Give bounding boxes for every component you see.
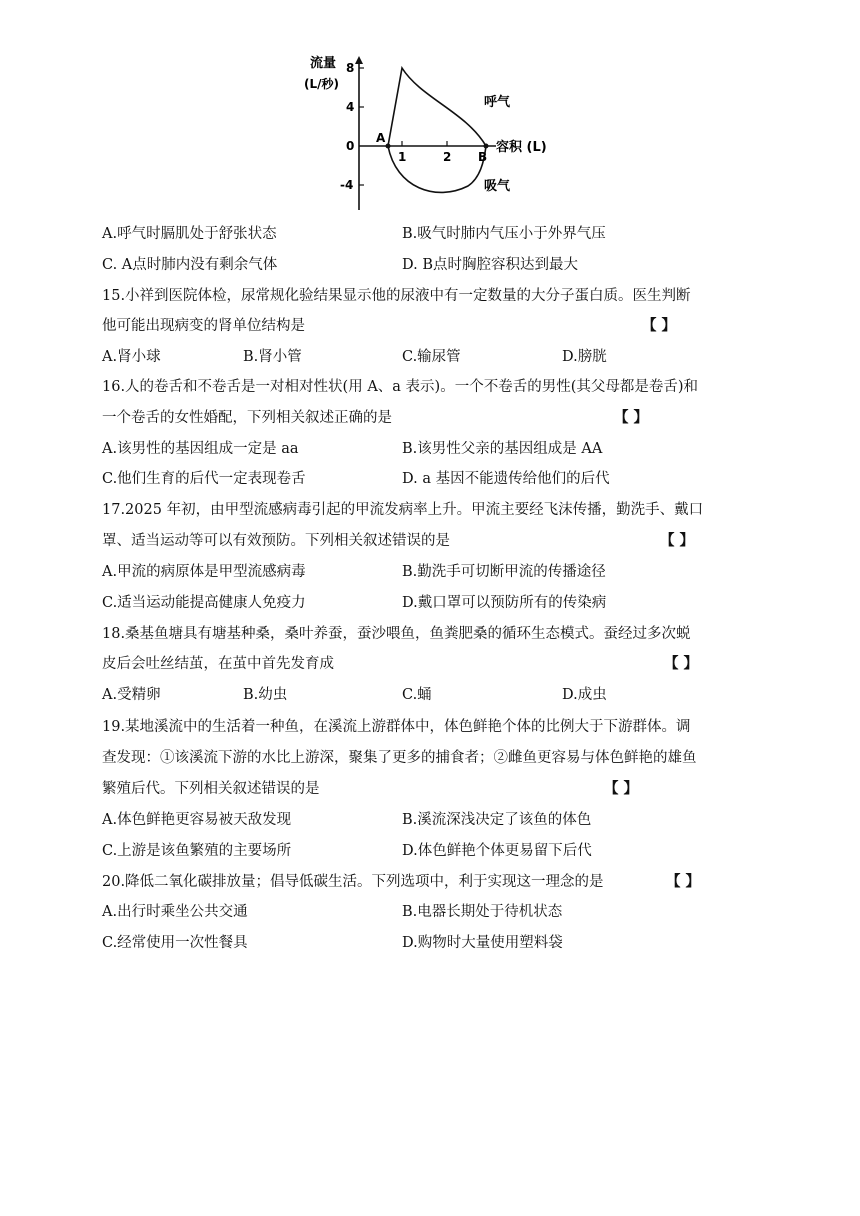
q20-option-a: A.出行时乘坐公共交通 [102,904,248,920]
q15-stem-line1: 15.小祥到医院体检，尿常规化验结果显示他的尿液中有一定数量的大分子蛋白质。医生判断 [102,288,691,304]
q17-stem-line2: 罩、适当运动等可以有效预防。下列相关叙述错误的是 [102,533,450,549]
y-label-line2: (L/秒) [304,77,339,91]
q15-stem-line2: 他可能出现病变的肾单位结构是 [102,318,305,334]
q16-answer-bracket: 【 】 [614,409,649,426]
q19-stem-line1: 19.某地溪流中的生活着一种鱼，在溪流上游群体中，体色鲜艳个体的比例大于下游群体。调 [102,719,691,735]
q17-stem-line1: 17.2025 年初，由甲型流感病毒引起的甲流发病率上升。甲流主要经飞沫传播，勤洗手、戴口 [102,502,704,518]
exhale-curve [388,68,486,146]
q20-stem-line1: 20.降低二氧化碳排放量；倡导低碳生活。下列选项中，利于实现这一理念的是 [102,874,604,890]
point-b-dot [484,144,489,149]
y-axis-arrow [355,56,363,64]
y-label-line1: 流量 [310,56,337,71]
q15-option-d: D.膀胱 [562,349,607,365]
q18-stem-line2: 皮后会吐丝结茧，在茧中首先发育成 [102,656,334,672]
y-tick-label-neg4: -4 [340,178,354,192]
q18-option-c: C.蛹 [402,687,432,703]
q18-option-b: B.幼虫 [243,687,288,703]
q16-option-d: D. a 基因不能遗传给他们的后代 [402,471,610,487]
q17-option-a: A.甲流的病原体是甲型流感病毒 [102,564,306,580]
flow-volume-graph [296,50,606,215]
q16-option-c: C.他们生育的后代一定表现卷舌 [102,471,306,487]
y-tick-label-8: 8 [346,61,355,75]
q15-option-a: A.肾小球 [102,349,161,365]
y-tick-label-0: 0 [346,139,355,153]
x-tick-label-2: 2 [443,150,452,164]
q16-option-b: B.该男性父亲的基因组成是 AA [402,441,603,457]
q18-option-d: D.成虫 [562,687,607,703]
q20-option-b: B.电器长期处于待机状态 [402,904,563,920]
q14-option-b: B.吸气时肺内气压小于外界气压 [402,226,606,242]
q17-option-d: D.戴口罩可以预防所有的传染病 [402,595,607,611]
q15-option-b: B.肾小管 [243,349,302,365]
flow-volume-figure [296,50,606,215]
q20-option-c: C.经常使用一次性餐具 [102,935,248,951]
inhale-label: 吸气 [484,179,511,194]
y-tick-label-4: 4 [346,100,355,114]
q16-stem-line1: 16.人的卷舌和不卷舌是一对相对性状(用 A、a 表示)。一个不卷舌的男性(其父母都是卷舌)和 [102,379,699,395]
point-b-label: B [478,150,488,164]
q15-answer-bracket: 【 】 [642,317,677,334]
q19-option-a: A.体色鲜艳更容易被天敌发现 [102,812,292,828]
q19-stem-line3: 繁殖后代。下列相关叙述错误的是 [102,781,320,797]
q17-option-c: C.适当运动能提高健康人免疫力 [102,595,306,611]
q14-option-c: C. A点时肺内没有剩余气体 [102,257,278,273]
q19-option-c: C.上游是该鱼繁殖的主要场所 [102,843,292,859]
q20-option-d: D.购物时大量使用塑料袋 [402,935,563,951]
q17-answer-bracket: 【 】 [660,532,695,549]
x-tick-label-1: 1 [398,150,407,164]
q19-option-b: B.溪流深浅决定了该鱼的体色 [402,812,592,828]
q16-stem-line2: 一个卷舌的女性婚配，下列相关叙述正确的是 [102,410,392,426]
q14-option-a: A.呼气时膈肌处于舒张状态 [102,226,277,242]
q16-option-a: A.该男性的基因组成一定是 aa [102,441,299,457]
point-a-label: A [376,131,386,145]
q18-answer-bracket: 【 】 [664,655,699,672]
q18-option-a: A.受精卵 [102,687,161,703]
q19-option-d: D.体色鲜艳个体更易留下后代 [402,843,592,859]
q20-answer-bracket: 【 】 [666,873,701,890]
q19-answer-bracket: 【 】 [604,780,639,797]
q15-option-c: C.输尿管 [402,349,461,365]
point-a-dot [386,144,391,149]
q19-stem-line2: 查发现：①该溪流下游的水比上游深，聚集了更多的捕食者；②雌鱼更容易与体色鲜艳的雄鱼 [102,750,697,766]
q17-option-b: B.勤洗手可切断甲流的传播途径 [402,564,606,580]
q14-option-d: D. B点时胸腔容积达到最大 [402,257,578,273]
q18-stem-line1: 18.桑基鱼塘具有塘基种桑，桑叶养蚕，蚕沙喂鱼，鱼粪肥桑的循环生态模式。蚕经过多次蜕 [102,626,691,642]
exhale-label: 呼气 [484,95,511,110]
x-axis-label: 容积 (L) [496,140,547,155]
